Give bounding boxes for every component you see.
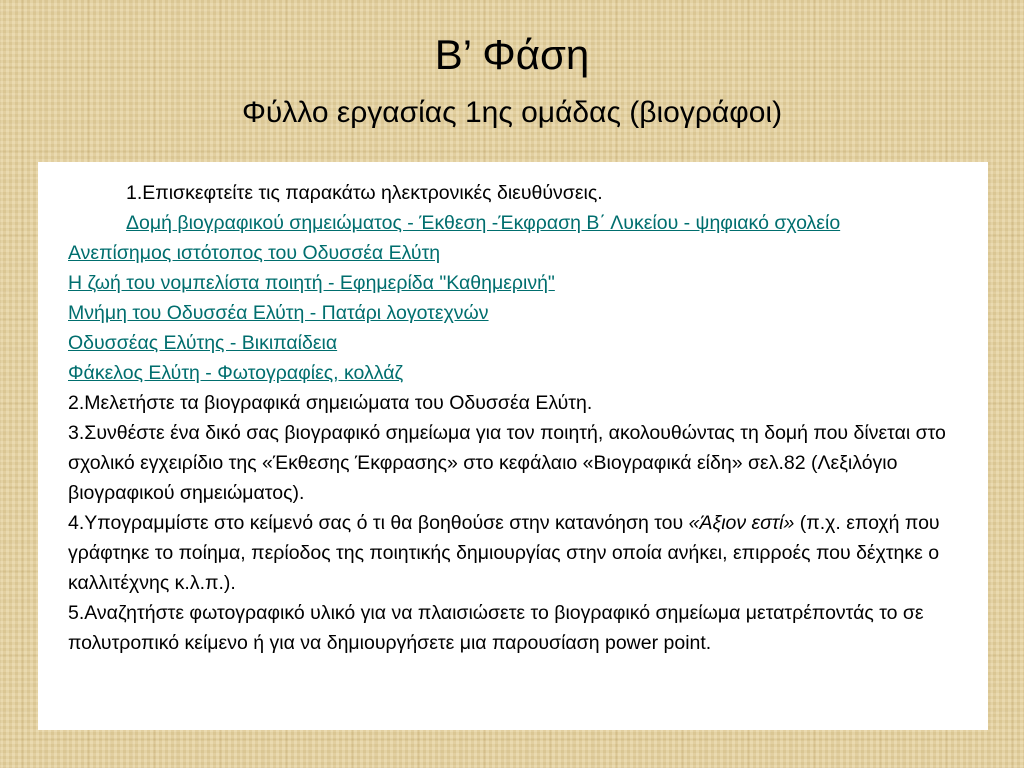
slide-title: Β’ Φάση (434, 31, 590, 78)
step-1-text: 1.Επισκεφτείτε τις παρακάτω ηλεκτρονικές διευθύνσεις. (126, 182, 603, 204)
link-wikipedia[interactable]: Οδυσσέας Ελύτης - Βικιπαίδεια (68, 332, 338, 354)
link-item-1-wrap (68, 208, 968, 238)
link-list (68, 238, 968, 388)
step-3-text: 3.Συνθέστε ένα δικό σας βιογραφικό σημείωμα για τον ποιητή, ακολουθώντας τη δομή που δίνεται στο σχολικό εγχειρίδιο της «Έκθεσης Έκφρασης» στο κεφάλαιο «Βιογραφικά είδη» σελ.82 (Λεξιλόγιο βιογραφικού σημειώματος). (68, 422, 946, 504)
content-panel (38, 162, 988, 730)
step-4-title-italic: «Άξιον εστί» (688, 512, 795, 534)
link-patari[interactable]: Μνήμη του Οδυσσέα Ελύτη - Πατάρι λογοτεχνών (68, 302, 489, 324)
link-kathimerini[interactable]: Η ζωή του νομπελίστα ποιητή - Εφημερίδα "Καθημερινή" (68, 272, 555, 294)
step-5-text: 5.Αναζητήστε φωτογραφικό υλικό για να πλαισιώσετε το βιογραφικό σημείωμα μετατρέποντάς το σε πολυτροπικό κείμενο ή για να δημιουργήσετε μια παρουσίαση power point. (68, 602, 924, 654)
link-photo-folder[interactable]: Φάκελος Ελύτη - Φωτογραφίες, κολλάζ (68, 362, 404, 384)
step-4-after: (π.χ. εποχή που γράφτηκε το ποίημα, περίοδος της ποιητικής δημιουργίας στην οποία ανήκει, επιρροές που δέχτηκε ο καλλιτέχνης κ.λ.π.). (68, 512, 940, 594)
link-biography-structure[interactable]: Δομή βιογραφικού σημειώματος - Έκθεση -Έκφραση Β΄ Λυκείου - ψηφιακό σχολείο (126, 212, 841, 234)
step-2-text: 2.Μελετήστε τα βιογραφικά σημειώματα του Οδυσσέα Ελύτη. (68, 392, 593, 414)
step-4-before: 4.Υπογραμμίστε στο κείμενό σας ό τι θα βοηθούσε στην κατανόηση του (68, 512, 689, 534)
slide-subtitle: Φύλλο εργασίας 1ης ομάδας (βιογράφοι) (241, 96, 783, 129)
link-unofficial-site[interactable]: Ανεπίσημος ιστότοπος του Οδυσσέα Ελύτη (68, 242, 441, 264)
step-4-text (68, 508, 968, 598)
